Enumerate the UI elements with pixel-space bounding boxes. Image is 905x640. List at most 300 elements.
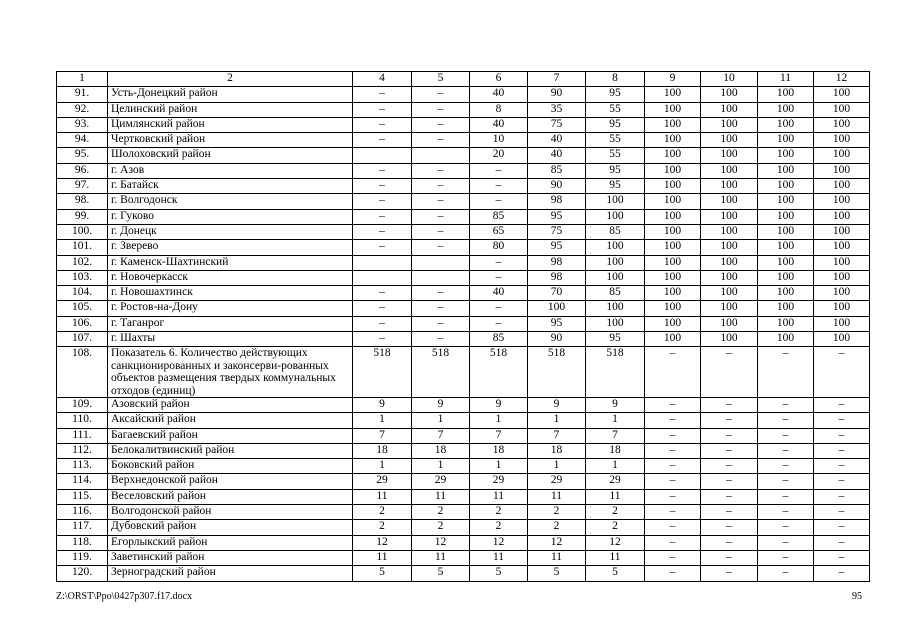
value-cell: 12 [353, 535, 412, 550]
value-cell: 7 [353, 428, 412, 443]
row-name: г. Батайск [108, 179, 353, 194]
value-cell [353, 148, 412, 163]
value-cell: – [412, 209, 470, 224]
row-name: Аксайский район [108, 413, 353, 428]
value-cell [353, 270, 412, 285]
row-number: 117. [57, 520, 108, 535]
value-cell: 2 [412, 520, 470, 535]
value-cell: – [758, 550, 814, 565]
row-number: 92. [57, 102, 108, 117]
value-cell: – [758, 520, 814, 535]
indicator-table [56, 71, 870, 582]
value-cell: 8 [470, 102, 528, 117]
value-cell [353, 255, 412, 270]
value-cell: 5 [470, 566, 528, 581]
value-cell: – [814, 443, 870, 458]
value-cell: – [353, 301, 412, 316]
value-cell [412, 270, 470, 285]
table-row [57, 443, 870, 458]
value-cell: 11 [412, 489, 470, 504]
column-header: 5 [412, 72, 470, 87]
value-cell: 70 [528, 286, 586, 301]
value-cell: 95 [586, 332, 645, 347]
value-cell: 95 [528, 316, 586, 331]
value-cell: 2 [586, 505, 645, 520]
value-cell: 40 [470, 87, 528, 102]
value-cell: – [758, 428, 814, 443]
value-cell: 80 [470, 240, 528, 255]
row-number: 120. [57, 566, 108, 581]
value-cell: – [353, 316, 412, 331]
value-cell: 85 [586, 224, 645, 239]
value-cell: – [645, 428, 701, 443]
row-number: 110. [57, 413, 108, 428]
value-cell: – [645, 347, 701, 398]
value-cell: – [758, 505, 814, 520]
row-name: Показатель 6. Количество действующих санкционированных и законсерви-рованных объектов размещения твердых коммунальных отходов (единиц) [108, 347, 353, 398]
value-cell: – [814, 520, 870, 535]
value-cell: 100 [701, 270, 758, 285]
row-name: Чертковский район [108, 133, 353, 148]
row-name: г. Зверево [108, 240, 353, 255]
row-number: 101. [57, 240, 108, 255]
row-number: 97. [57, 179, 108, 194]
value-cell: – [758, 413, 814, 428]
value-cell: – [645, 443, 701, 458]
column-header: 11 [758, 72, 814, 87]
table-row [57, 117, 870, 132]
value-cell: – [814, 413, 870, 428]
table-body [57, 72, 870, 582]
value-cell: – [470, 194, 528, 209]
value-cell: 11 [586, 489, 645, 504]
value-cell: 11 [353, 489, 412, 504]
value-cell: – [814, 428, 870, 443]
column-header: 7 [528, 72, 586, 87]
value-cell: – [701, 566, 758, 581]
value-cell: 1 [412, 459, 470, 474]
value-cell: 100 [645, 270, 701, 285]
value-cell: 100 [645, 163, 701, 178]
value-cell: 98 [528, 270, 586, 285]
value-cell: 100 [814, 301, 870, 316]
value-cell: – [758, 459, 814, 474]
value-cell: 100 [586, 240, 645, 255]
value-cell: – [470, 270, 528, 285]
table-row [57, 347, 870, 398]
value-cell: – [412, 87, 470, 102]
value-cell: 100 [645, 286, 701, 301]
value-cell: 20 [470, 148, 528, 163]
value-cell: 85 [586, 286, 645, 301]
value-cell: – [470, 163, 528, 178]
value-cell: 100 [701, 133, 758, 148]
value-cell: 1 [528, 413, 586, 428]
value-cell: – [814, 535, 870, 550]
value-cell: 100 [528, 301, 586, 316]
value-cell: 100 [701, 148, 758, 163]
value-cell: – [701, 428, 758, 443]
value-cell: – [645, 535, 701, 550]
value-cell: 1 [412, 413, 470, 428]
value-cell: – [814, 397, 870, 412]
row-number: 96. [57, 163, 108, 178]
value-cell: – [353, 102, 412, 117]
row-number: 106. [57, 316, 108, 331]
value-cell: – [645, 566, 701, 581]
value-cell: – [701, 535, 758, 550]
value-cell: – [412, 102, 470, 117]
value-cell: 100 [814, 316, 870, 331]
value-cell: – [353, 332, 412, 347]
value-cell: 2 [528, 520, 586, 535]
value-cell: – [645, 520, 701, 535]
value-cell: 100 [814, 286, 870, 301]
row-name: Белокалитвинский район [108, 443, 353, 458]
row-name: г. Ростов-на-Дону [108, 301, 353, 316]
value-cell: 85 [470, 209, 528, 224]
value-cell: 518 [412, 347, 470, 398]
value-cell: – [814, 489, 870, 504]
table-header-row [57, 72, 870, 87]
value-cell: 100 [586, 301, 645, 316]
value-cell: 100 [814, 117, 870, 132]
value-cell: – [645, 474, 701, 489]
value-cell: 100 [701, 316, 758, 331]
value-cell [412, 255, 470, 270]
row-name: Верхнедонской район [108, 474, 353, 489]
value-cell: 100 [701, 163, 758, 178]
row-name: Усть-Донецкий район [108, 87, 353, 102]
value-cell: 100 [701, 240, 758, 255]
value-cell: – [814, 550, 870, 565]
value-cell: – [645, 489, 701, 504]
value-cell: – [814, 474, 870, 489]
value-cell: 100 [814, 133, 870, 148]
value-cell: 5 [353, 566, 412, 581]
value-cell: 2 [353, 505, 412, 520]
row-name: Цимлянский район [108, 117, 353, 132]
value-cell: 5 [586, 566, 645, 581]
value-cell: 100 [645, 332, 701, 347]
table-row [57, 316, 870, 331]
value-cell: 100 [758, 133, 814, 148]
value-cell: 100 [758, 301, 814, 316]
value-cell: 100 [814, 270, 870, 285]
table-row [57, 397, 870, 412]
value-cell: 100 [814, 255, 870, 270]
row-number: 119. [57, 550, 108, 565]
row-name: Боковский район [108, 459, 353, 474]
row-number: 116. [57, 505, 108, 520]
row-name: Заветинский район [108, 550, 353, 565]
value-cell: – [814, 459, 870, 474]
value-cell: 2 [586, 520, 645, 535]
column-header: 10 [701, 72, 758, 87]
value-cell: – [758, 566, 814, 581]
value-cell: – [412, 117, 470, 132]
value-cell: 100 [701, 255, 758, 270]
value-cell: – [353, 209, 412, 224]
value-cell: 40 [470, 286, 528, 301]
row-name: г. Волгодонск [108, 194, 353, 209]
value-cell: 100 [814, 163, 870, 178]
value-cell: 98 [528, 194, 586, 209]
value-cell: 18 [470, 443, 528, 458]
value-cell: – [353, 133, 412, 148]
value-cell: 100 [758, 286, 814, 301]
value-cell: 100 [586, 209, 645, 224]
row-name: Веселовский район [108, 489, 353, 504]
value-cell: 100 [758, 179, 814, 194]
row-name: г. Новочеркасск [108, 270, 353, 285]
value-cell: 100 [758, 87, 814, 102]
value-cell: 55 [586, 148, 645, 163]
value-cell: – [758, 474, 814, 489]
value-cell: 90 [528, 332, 586, 347]
value-cell: 11 [353, 550, 412, 565]
row-number: 100. [57, 224, 108, 239]
table-row [57, 550, 870, 565]
row-number: 104. [57, 286, 108, 301]
value-cell [412, 148, 470, 163]
row-number: 94. [57, 133, 108, 148]
column-header: 9 [645, 72, 701, 87]
value-cell: 100 [814, 102, 870, 117]
value-cell: 100 [645, 301, 701, 316]
value-cell: – [353, 179, 412, 194]
value-cell: – [814, 505, 870, 520]
row-name: г. Гуково [108, 209, 353, 224]
value-cell: 29 [412, 474, 470, 489]
value-cell: 12 [528, 535, 586, 550]
value-cell: 100 [586, 194, 645, 209]
value-cell: 98 [528, 255, 586, 270]
value-cell: – [645, 550, 701, 565]
value-cell: 100 [758, 224, 814, 239]
table-row [57, 163, 870, 178]
row-number: 115. [57, 489, 108, 504]
column-header: 4 [353, 72, 412, 87]
row-number: 112. [57, 443, 108, 458]
value-cell: 100 [758, 117, 814, 132]
row-name: г. Донецк [108, 224, 353, 239]
value-cell: 85 [470, 332, 528, 347]
value-cell: – [758, 347, 814, 398]
value-cell: 75 [528, 224, 586, 239]
value-cell: 12 [470, 535, 528, 550]
value-cell: 100 [701, 224, 758, 239]
value-cell: 100 [645, 209, 701, 224]
table-row [57, 133, 870, 148]
value-cell: 75 [528, 117, 586, 132]
row-name: г. Таганрог [108, 316, 353, 331]
value-cell: 100 [645, 117, 701, 132]
row-number: 98. [57, 194, 108, 209]
value-cell: 2 [470, 520, 528, 535]
row-number: 114. [57, 474, 108, 489]
value-cell: 100 [814, 87, 870, 102]
value-cell: 9 [470, 397, 528, 412]
value-cell: 12 [586, 535, 645, 550]
value-cell: 29 [353, 474, 412, 489]
value-cell: 100 [701, 332, 758, 347]
value-cell: 100 [758, 332, 814, 347]
value-cell: 2 [470, 505, 528, 520]
table-row [57, 87, 870, 102]
value-cell: – [645, 397, 701, 412]
row-name: Целинский район [108, 102, 353, 117]
value-cell: 11 [412, 550, 470, 565]
value-cell: 40 [528, 148, 586, 163]
value-cell: – [701, 413, 758, 428]
value-cell: 100 [758, 163, 814, 178]
value-cell: 100 [586, 270, 645, 285]
value-cell: 95 [586, 87, 645, 102]
value-cell: 100 [814, 179, 870, 194]
value-cell: 40 [470, 117, 528, 132]
value-cell: 100 [814, 332, 870, 347]
value-cell: 11 [528, 550, 586, 565]
value-cell: – [758, 443, 814, 458]
row-number: 102. [57, 255, 108, 270]
value-cell: 18 [353, 443, 412, 458]
value-cell: – [470, 255, 528, 270]
value-cell: 7 [586, 428, 645, 443]
value-cell: 100 [645, 87, 701, 102]
row-number: 105. [57, 301, 108, 316]
value-cell: – [701, 443, 758, 458]
row-name: Шолоховский район [108, 148, 353, 163]
value-cell: 1 [470, 413, 528, 428]
value-cell: – [701, 489, 758, 504]
value-cell: 100 [758, 270, 814, 285]
value-cell: 100 [758, 240, 814, 255]
row-number: 93. [57, 117, 108, 132]
value-cell: 1 [528, 459, 586, 474]
row-number: 108. [57, 347, 108, 398]
value-cell: – [412, 163, 470, 178]
table-row [57, 270, 870, 285]
row-number: 113. [57, 459, 108, 474]
value-cell: 95 [586, 179, 645, 194]
value-cell: 11 [586, 550, 645, 565]
value-cell: – [814, 566, 870, 581]
value-cell: – [470, 301, 528, 316]
table-row [57, 520, 870, 535]
value-cell: 7 [412, 428, 470, 443]
table-row [57, 179, 870, 194]
value-cell: – [353, 87, 412, 102]
table-row [57, 224, 870, 239]
row-name: Волгодонской район [108, 505, 353, 520]
column-header: 12 [814, 72, 870, 87]
value-cell: – [645, 505, 701, 520]
value-cell: 1 [353, 413, 412, 428]
value-cell: 100 [645, 133, 701, 148]
table-row [57, 148, 870, 163]
value-cell: 11 [528, 489, 586, 504]
value-cell: 5 [528, 566, 586, 581]
value-cell: 11 [470, 489, 528, 504]
value-cell: 95 [528, 240, 586, 255]
value-cell: – [412, 332, 470, 347]
value-cell: 518 [528, 347, 586, 398]
value-cell: 65 [470, 224, 528, 239]
column-header: 6 [470, 72, 528, 87]
value-cell: 7 [528, 428, 586, 443]
value-cell: 1 [586, 413, 645, 428]
value-cell: – [645, 459, 701, 474]
value-cell: – [758, 489, 814, 504]
value-cell: 518 [353, 347, 412, 398]
value-cell: 100 [586, 255, 645, 270]
value-cell: – [701, 397, 758, 412]
value-cell: 100 [758, 316, 814, 331]
value-cell: 100 [645, 240, 701, 255]
value-cell: – [412, 316, 470, 331]
value-cell: 29 [470, 474, 528, 489]
value-cell: 100 [758, 148, 814, 163]
value-cell: – [758, 397, 814, 412]
value-cell: – [353, 224, 412, 239]
value-cell: 1 [470, 459, 528, 474]
value-cell: 100 [758, 194, 814, 209]
table-row [57, 301, 870, 316]
value-cell: 100 [645, 179, 701, 194]
column-header: 2 [108, 72, 353, 87]
value-cell: – [701, 520, 758, 535]
value-cell: – [353, 163, 412, 178]
value-cell: – [758, 535, 814, 550]
value-cell: 100 [645, 224, 701, 239]
row-number: 111. [57, 428, 108, 443]
row-name: г. Шахты [108, 332, 353, 347]
value-cell: – [412, 133, 470, 148]
value-cell: 1 [586, 459, 645, 474]
value-cell: – [353, 117, 412, 132]
value-cell: 100 [701, 102, 758, 117]
value-cell: 85 [528, 163, 586, 178]
value-cell: – [701, 347, 758, 398]
value-cell: 90 [528, 179, 586, 194]
value-cell: 7 [470, 428, 528, 443]
value-cell: 95 [528, 209, 586, 224]
value-cell: 100 [701, 194, 758, 209]
value-cell: 100 [645, 102, 701, 117]
value-cell: 95 [586, 117, 645, 132]
value-cell: 100 [814, 224, 870, 239]
value-cell: – [701, 474, 758, 489]
value-cell: 100 [814, 240, 870, 255]
row-name: г. Азов [108, 163, 353, 178]
row-number: 118. [57, 535, 108, 550]
value-cell: – [701, 459, 758, 474]
value-cell: 100 [758, 209, 814, 224]
value-cell: 2 [353, 520, 412, 535]
value-cell: 100 [814, 194, 870, 209]
value-cell: 9 [412, 397, 470, 412]
table-row [57, 505, 870, 520]
row-number: 107. [57, 332, 108, 347]
row-name: Егорлыкский район [108, 535, 353, 550]
value-cell: 9 [353, 397, 412, 412]
row-name: г. Каменск-Шахтинский [108, 255, 353, 270]
value-cell: 9 [586, 397, 645, 412]
value-cell: 100 [701, 87, 758, 102]
table-row [57, 428, 870, 443]
table-row [57, 332, 870, 347]
